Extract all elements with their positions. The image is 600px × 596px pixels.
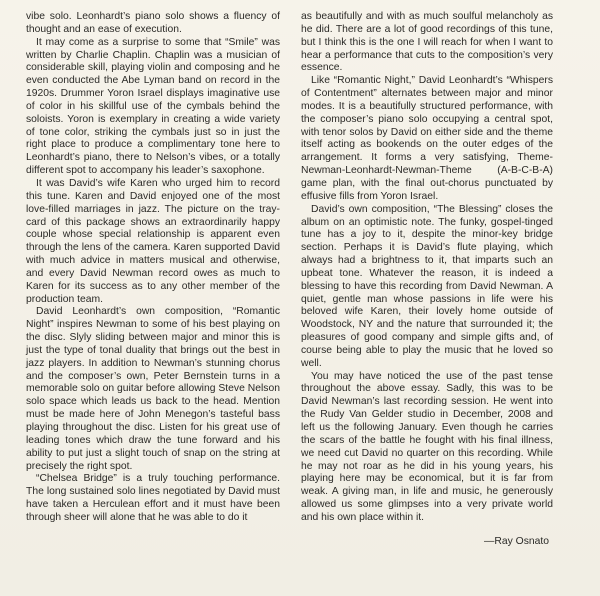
paragraph: It was David’s wife Karen who urged him to record this tune. Karen and David enjoyed one of the most love-filled marriages in jazz. The picture on the tray-card of this package shows an extraordinarily happy couple whose special relationship is apparent even through the lens of the camera. Karen supported David with much advice in matters musical and otherwise, and every David Newman record owes as much to Karen for its success as to any other member of the production team. (26, 177, 280, 305)
right-column (301, 11, 553, 549)
paragraph: Like “Romantic Night,” David Leonhardt’s “Whispers of Contentment” alternates between major and minor modes. It is a beautifully structured performance, with the composer’s piano solo occupying a central spot, with tenor solos by David on either side and the theme itself acting as bookends on the outer edges of the arrangement. It forms a very satisfying, Theme-Newman-Leonhardt-Newman-Theme (A-B-C-B-A) game plan, with the final out-chorus punctuated by effusive fills from Yoron Israel. (301, 75, 553, 202)
author-signature: —Ray Osnato (484, 535, 549, 547)
left-column (26, 11, 280, 525)
paragraph: David Leonhardt’s own composition, “Romantic Night” inspires Newman to some of his best playing on the disc. Slyly sliding between major and minor this is just the type of tonal duality that brings out the best in jazz players. In addition to Newman’s stunning chorus and the composer’s own, Peter Bernstein turns in a memorable solo on guitar before allowing Steve Nelson solo space which leads us back to the head. Mention must be made here of John Menegon’s tasteful bass playing throughout the disc. Listen for his great use of leading tones which draw the tune forward and his ability to put just a slight touch of snap on the string at precisely the right spot. (26, 306, 280, 472)
paragraph: David’s own composition, “The Blessing” closes the album on an optimistic note. The funky, gospel-tinged tune has a joy to it, despite the minor-key bridge section. Perhaps it is David’s flute playing, which always had a brightness to it, that imparts such an upbeat tone. Whatever the reason, it is indeed a blessing to have this recording from David Newman. A quiet, gentle man whose passions in life were his beloved wife Karen, their lovely home outside of Woodstock, NY and the nature that surrounded it; the pleasures of good company and simple gifts and, of course being able to play the music that he loved so well. (301, 203, 553, 369)
paragraph: You may have noticed the use of the past tense throughout the above essay. Sadly, this was to be David Newman’s last recording session. He went into the Rudy Van Gelder studio in December, 2008 and left us the following January. Even though he carries the scars of the battle he fought with his final illness, we need cut David no quarter on this recording. While he may not roar as he did in his young years, his playing here may be economical, but it is far from weak. A giving man, in life and music, he generously allowed us some glimpses into a very private world and his own place within it. (301, 370, 553, 523)
paragraph: “Chelsea Bridge” is a truly touching performance. The long sustained solo lines negotiated by David must have taken a Herculean effort and it must have been through sheer will alone that he was able to do it (26, 473, 280, 523)
paragraph: It may come as a surprise to some that “Smile” was written by Charlie Chaplin. Chaplin was a musician of considerable skill, playing violin and composing and he even conducted the Abe Lyman band on record in the 1920s. Drummer Yoron Israel displays imaginative use of color in his skillful use of the cymbals behind the soloists. Yoron is exemplary in creating a wide variety of tone color, striking the cymbals just so in just the right place to produce a complimentary tone here to Leonhardt’s piano, there to Nelson’s vibes, or a totally different spot to accompany his leader’s saxophone. (26, 36, 280, 177)
paragraph: vibe solo. Leonhardt’s piano solo shows a fluency of thought and an ease of execution. (26, 11, 280, 35)
paragraph: as beautifully and with as much soulful melancholy as he did. There are a lot of good recordings of this tune, but I think this is the one I will reach for when I want to hear a performance that cuts to the composition’s very essence. (301, 11, 553, 74)
